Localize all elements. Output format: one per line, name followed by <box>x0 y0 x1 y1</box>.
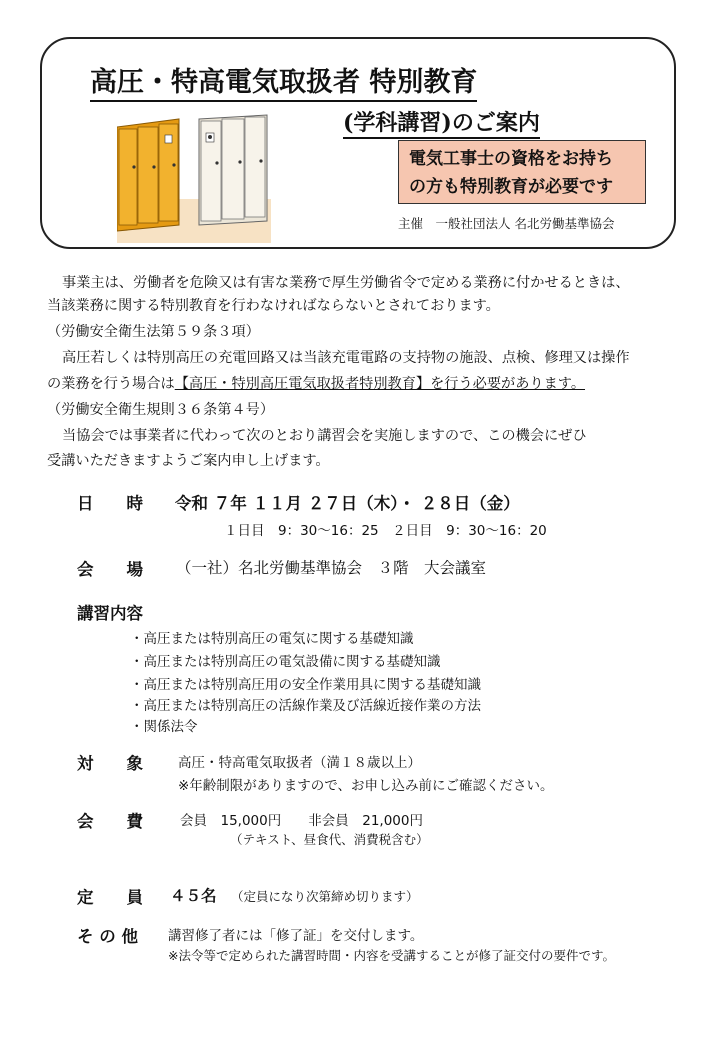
page-subtitle: (学科講習)のご案内 <box>343 106 540 137</box>
intro-p1-ref: （労働安全衛生法第５９条３項） <box>47 324 260 340</box>
fee-label: 会 費 <box>77 812 143 831</box>
intro-p2-ref: （労働安全衛生規則３６条第４号） <box>47 402 275 418</box>
target-value: 高圧・特高電気取扱者（満１８歳以上） <box>178 755 421 771</box>
intro-p3-line2: 受講いただきますようご案内申し上げます。 <box>47 453 330 469</box>
fee-note: （テキスト、昼食代、消費税含む） <box>230 832 429 847</box>
organizer: 主催 一般社団法人 名北労働基準協会 <box>398 216 615 231</box>
intro-p2-line2: の業務を行う場合は【高圧・特別高圧電気取扱者特別教育】を行う必要があります。 <box>47 376 586 392</box>
fee-value: 会員 15,000円 非会員 21,000円 <box>180 813 423 829</box>
intro-p1-line1: 事業主は、労働者を危険又は有害な業務で厚生労働省令で定める業務に付かせるときは、 <box>62 275 630 291</box>
capacity-note: （定員になり次第締め切ります） <box>231 889 419 904</box>
qualification-note: 電気工事士の資格をお持ち の方も特別教育が必要です <box>398 140 646 204</box>
other-note: ※法令等で定められた講習時間・内容を受講することが修了証交付の要件です。 <box>168 948 615 963</box>
content-item: ・高圧または特別高圧の活線作業及び活線近接作業の方法 <box>130 698 481 714</box>
switchgear-illustration <box>117 107 271 243</box>
content-item: ・高圧または特別高圧の電気に関する基礎知識 <box>130 631 414 647</box>
content-item: ・高圧または特別高圧用の安全作業用具に関する基礎知識 <box>130 677 481 693</box>
content-item: ・関係法令 <box>130 719 198 735</box>
capacity-value: ４５名 <box>170 887 217 905</box>
content-label: 講習内容 <box>77 604 143 623</box>
other-label: そ の 他 <box>77 927 138 946</box>
schedule-date: 令和 ７年 １１月 ２７日（木）・ ２８日（金） <box>175 494 520 513</box>
requirement-emphasis: 【高圧・特別高圧電気取扱者特別教育】を行う必要があります。 <box>174 376 586 392</box>
capacity-label: 定 員 <box>77 888 143 907</box>
page-title: 高圧・特高電気取扱者 特別教育 <box>90 60 477 99</box>
intro-p1-line2: 当該業務に関する特別教育を行わなければならないとされております。 <box>47 298 500 314</box>
content-item: ・高圧または特別高圧の電気設備に関する基礎知識 <box>130 654 441 670</box>
target-label: 対 象 <box>77 754 143 773</box>
intro-p2-line1: 高圧若しくは特別高圧の充電回路又は当該充電電路の支持物の施設、点検、修理又は操作 <box>62 350 630 366</box>
intro-p3-line1: 当協会では事業者に代わって次のとおり講習会を実施しますので、この機会にぜひ <box>62 428 587 444</box>
schedule-label: 日 時 <box>77 494 143 513</box>
schedule-times: １日目 9：30～16：25 ２日目 9：30～16：20 <box>224 523 547 539</box>
target-note: ※年齢制限がありますので、お申し込み前にご確認ください。 <box>178 778 554 794</box>
venue-label: 会 場 <box>77 560 143 579</box>
other-value: 講習修了者には「修了証」を交付します。 <box>168 928 424 944</box>
venue-value: （一社）名北労働基準協会 ３階 大会議室 <box>176 559 487 577</box>
